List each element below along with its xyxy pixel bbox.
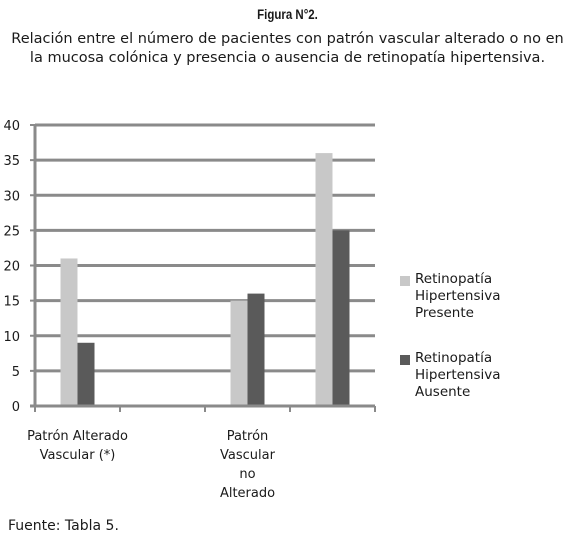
y-tick-label: 30: [3, 189, 20, 205]
figure-label: Figura N°2.: [257, 6, 318, 22]
bar-retinopatia-presente: [61, 258, 78, 406]
x-category-label: Patrón Vascular no Alterado: [219, 429, 276, 501]
bar-retinopatia-presente: [316, 153, 333, 406]
legend-swatch-absent: [400, 355, 410, 365]
y-tick-label: 0: [11, 400, 20, 415]
bar-retinopatia-ausente: [333, 230, 350, 406]
y-tick-label: 15: [3, 294, 20, 310]
legend-swatch-present: [400, 276, 410, 286]
bar-retinopatia-presente: [231, 301, 248, 406]
bar-retinopatia-ausente: [78, 343, 95, 406]
y-tick-labels: [3, 119, 20, 415]
y-tick-label: 20: [3, 259, 20, 275]
bars: [61, 153, 350, 406]
title-line-2: la mucosa colónica y presencia o ausencia de retinopatía hipertensiva.: [29, 50, 546, 66]
y-tick-label: 35: [3, 154, 20, 170]
legend-label-absent: Retinopatía Hipertensiva Ausente: [415, 350, 501, 400]
bar-retinopatia-ausente: [248, 294, 265, 406]
y-tick-label: 5: [11, 364, 20, 380]
x-category-label: Patrón Alterado Vascular (*): [27, 429, 128, 463]
legend-item-absent: [400, 350, 575, 401]
title-line-1: Relación entre el número de pacientes con patrón vascular alterado o no en: [11, 31, 564, 47]
legend-label-present: Retinopatía Hipertensiva Presente: [415, 271, 501, 321]
source-note: Fuente: Tabla 5.: [8, 518, 119, 534]
y-tick-label: 25: [3, 224, 20, 240]
legend-item-present: [400, 271, 575, 322]
legend: [400, 271, 575, 429]
y-tick-label: 10: [3, 329, 20, 345]
y-tick-label: 40: [3, 119, 20, 134]
